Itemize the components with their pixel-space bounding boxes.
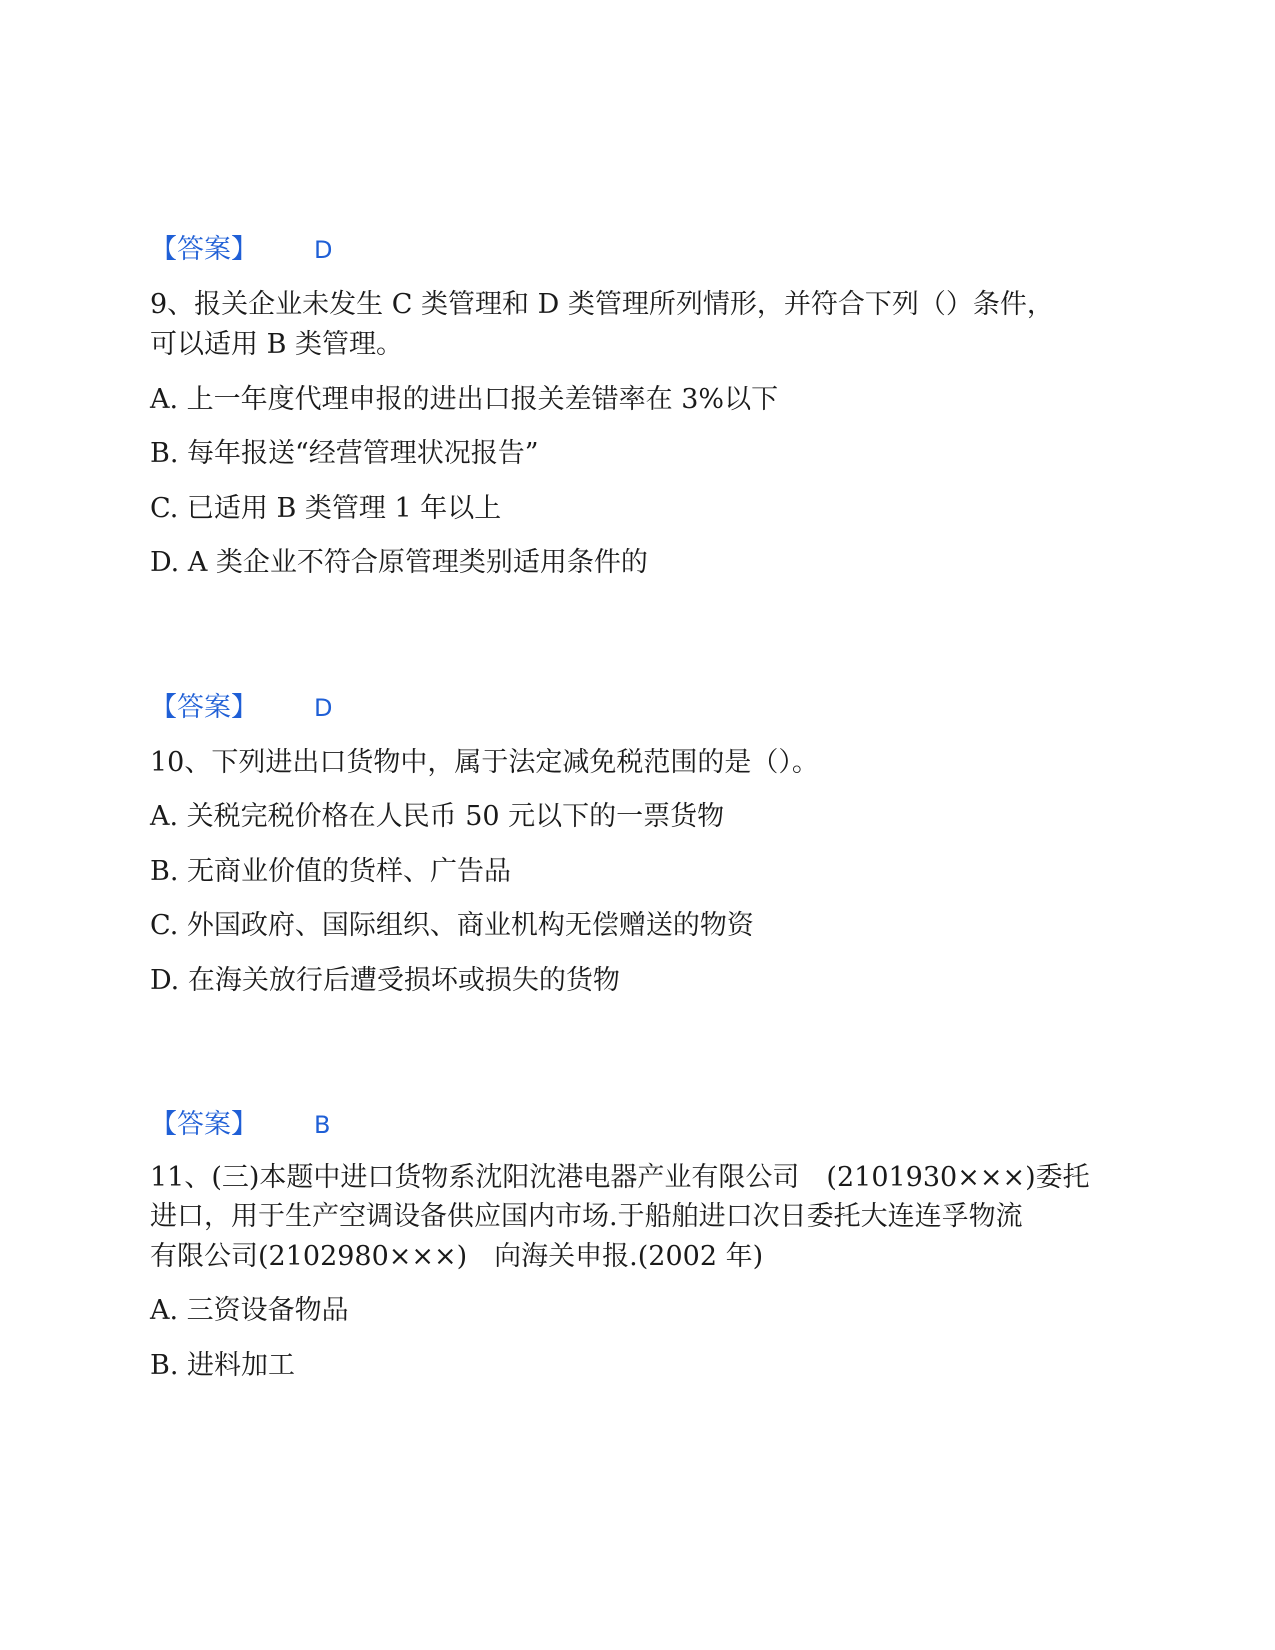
question-11-option-a: A. 三资设备物品	[150, 1295, 349, 1326]
question-10-option-d: D. 在海关放行后遭受损坏或损失的货物	[150, 965, 620, 996]
answer-row	[150, 688, 332, 728]
answer-label: 【答案】	[150, 692, 258, 723]
question-11-option-b: B. 进料加工	[150, 1350, 296, 1381]
question-11-stem-line-2: 进口，用于生产空调设备供应国内市场.于船舶进口次日委托大连连孚物流	[150, 1201, 1023, 1232]
question-9-option-d: D. A 类企业不符合原管理类别适用条件的	[150, 547, 648, 578]
question-9-option-b: B. 每年报送“经营管理状况报告”	[150, 438, 539, 469]
answer-value: D	[314, 236, 333, 264]
question-9-stem-line-1: 9、报关企业未发生 C 类管理和 D 类管理所列情形，并符合下列（）条件，	[150, 289, 1054, 320]
question-10-option-b: B. 无商业价值的货样、广告品	[150, 856, 512, 887]
question-10-option-a: A. 关税完税价格在人民币 50 元以下的一票货物	[150, 801, 725, 832]
answer-row	[150, 1105, 330, 1145]
question-11-stem-line-1: 11、(三)本题中进口货物系沈阳沈港电器产业有限公司 (2101930×××)委托	[150, 1162, 1090, 1193]
question-9-stem-line-2: 可以适用 B 类管理。	[150, 329, 404, 360]
answer-row	[150, 230, 332, 270]
answer-label: 【答案】	[150, 1109, 258, 1140]
question-9-option-a: A. 上一年度代理申报的进出口报关差错率在 3%以下	[150, 384, 779, 415]
question-10-stem-line-1: 10、下列进出口货物中，属于法定减免税范围的是（）。	[150, 747, 819, 778]
answer-label: 【答案】	[150, 234, 258, 265]
question-10-option-c: C. 外国政府、国际组织、商业机构无偿赠送的物资	[150, 910, 754, 941]
answer-value: D	[314, 694, 333, 722]
question-9-option-c: C. 已适用 B 类管理 1 年以上	[150, 493, 502, 524]
answer-value: B	[314, 1111, 331, 1139]
question-11-stem-line-3: 有限公司(2102980×××) 向海关申报.(2002 年)	[150, 1241, 764, 1272]
